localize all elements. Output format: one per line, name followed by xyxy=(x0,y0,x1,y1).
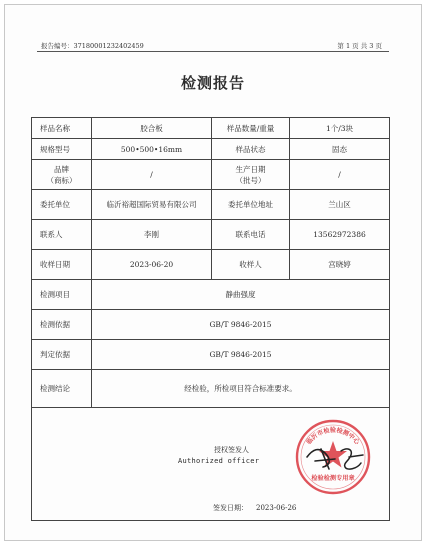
page-indicator: 第 1 页 共 3 页 xyxy=(337,42,382,50)
sample-state-value: 固态 xyxy=(290,139,390,160)
signer-label-en: Authorized officer xyxy=(178,457,260,465)
client-addr-value: 兰山区 xyxy=(290,190,390,220)
brand-value: / xyxy=(92,160,212,190)
recv-date-label: 收样日期 xyxy=(32,250,92,280)
sample-name-value: 胶合板 xyxy=(92,118,212,139)
sample-qty-label: 样品数量/重量 xyxy=(212,118,290,139)
receiver-value: 宫晓婷 xyxy=(290,250,390,280)
spec-label: 规格型号 xyxy=(32,139,92,160)
page-title: 检测报告 xyxy=(180,74,245,92)
item-label: 检测项目 xyxy=(32,280,92,310)
brand-label: 品牌 （商标） xyxy=(32,160,92,190)
issue-date-label: 签发日期： xyxy=(213,504,248,512)
issue-date-value: 2023-06-26 xyxy=(256,504,297,512)
signer-label-cn: 授权签发人 xyxy=(214,446,249,454)
handwritten-signature xyxy=(301,439,371,477)
svg-text:临沂市检验检测中心: 临沂市检验检测中心 xyxy=(305,427,361,446)
sample-state-label: 样品状态 xyxy=(212,139,290,160)
svg-text:检验检测专用章: 检验检测专用章 xyxy=(311,475,355,482)
phone-value: 13562972386 xyxy=(290,220,390,250)
judge-value: GB/T 9846-2015 xyxy=(92,340,390,370)
basis-value: GB/T 9846-2015 xyxy=(92,310,390,340)
issue-date-line xyxy=(213,503,296,513)
header-divider xyxy=(37,51,389,52)
conclusion-label: 检测结论 xyxy=(32,370,92,408)
recv-date-value: 2023-06-20 xyxy=(92,250,212,280)
report-number: 报告编号：37180001232402459 xyxy=(41,42,144,50)
client-label: 委托单位 xyxy=(32,190,92,220)
basis-label: 检测依据 xyxy=(32,310,92,340)
contact-value: 李刚 xyxy=(92,220,212,250)
client-addr-label: 委托单位地址 xyxy=(212,190,290,220)
conclusion-value: 经检验，所检项目符合标准要求。 xyxy=(92,370,390,408)
spec-value: 500•500•16mm xyxy=(92,139,212,160)
contact-label: 联系人 xyxy=(32,220,92,250)
item-value: 静曲强度 xyxy=(92,280,390,310)
sample-name-label: 样品名称 xyxy=(32,118,92,139)
judge-label: 判定依据 xyxy=(32,340,92,370)
prod-date-value: / xyxy=(290,160,390,190)
client-value: 临沂裕超国际贸易有限公司 xyxy=(92,190,212,220)
phone-label: 联系电话 xyxy=(212,220,290,250)
prod-date-label: 生产日期 （批号） xyxy=(212,160,290,190)
receiver-label: 收样人 xyxy=(212,250,290,280)
sample-qty-value: 1个/3块 xyxy=(290,118,390,139)
